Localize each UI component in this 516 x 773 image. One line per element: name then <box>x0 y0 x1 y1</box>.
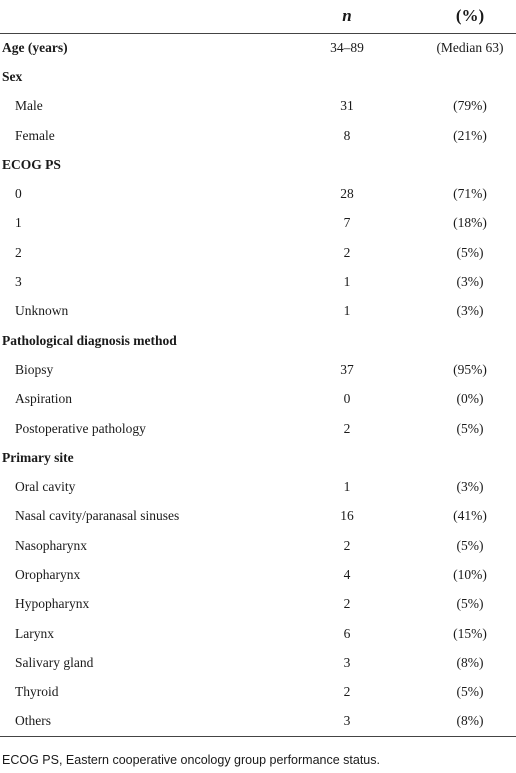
row-count <box>270 326 374 355</box>
row-label: Female <box>15 127 55 143</box>
row-percent: (3%) <box>456 303 484 319</box>
row-label: 3 <box>15 274 22 290</box>
table-row <box>0 531 516 560</box>
row-percent: (15%) <box>453 625 487 641</box>
row-label: Oral cavity <box>15 479 76 495</box>
section-label: ECOG PS <box>2 156 61 172</box>
row-percent: (21%) <box>453 127 487 143</box>
row-count: 2 <box>343 684 351 700</box>
table-row <box>0 707 516 736</box>
row-count: 2 <box>343 537 351 553</box>
table-section-row <box>0 62 516 91</box>
row-label: Male <box>15 98 43 114</box>
row-percent: (79%) <box>453 98 487 114</box>
row-count <box>270 443 374 472</box>
row-percent: (3%) <box>456 479 484 495</box>
row-percent: (0%) <box>456 391 484 407</box>
row-count: 3 <box>343 654 351 670</box>
row-count: 31 <box>340 98 354 114</box>
row-percent: (41%) <box>453 508 487 524</box>
row-label: Nasal cavity/paranasal sinuses <box>15 508 180 524</box>
section-label: Sex <box>2 68 23 84</box>
row-label: 0 <box>15 186 22 202</box>
row-count: 37 <box>340 361 354 377</box>
row-count: 1 <box>343 479 351 495</box>
row-label: Salivary gland <box>15 654 94 670</box>
row-percent: (8%) <box>456 654 484 670</box>
row-percent: (Median 63) <box>436 39 504 55</box>
row-percent: (10%) <box>453 566 487 582</box>
table-footnote: ECOG PS, Eastern cooperative oncology group performance status. <box>2 753 380 767</box>
row-count: 1 <box>343 274 351 290</box>
table-row <box>0 502 516 531</box>
table-row <box>0 648 516 677</box>
row-label: Biopsy <box>15 361 54 377</box>
table-section-row <box>0 150 516 179</box>
row-percent: (5%) <box>456 420 484 436</box>
table-row <box>0 590 516 619</box>
row-count: 4 <box>343 566 351 582</box>
row-percent: (3%) <box>456 274 484 290</box>
row-label: 1 <box>15 215 22 231</box>
table-row <box>0 414 516 443</box>
row-count: 7 <box>343 215 351 231</box>
row-label: Postoperative pathology <box>15 420 146 436</box>
section-label: Primary site <box>2 449 74 465</box>
row-percent: (5%) <box>456 596 484 612</box>
row-count: 34–89 <box>330 39 364 55</box>
table-row <box>0 619 516 648</box>
row-count: 8 <box>343 127 351 143</box>
row-label: 2 <box>15 244 22 260</box>
row-percent <box>374 326 516 355</box>
table-header <box>0 0 516 33</box>
table-row <box>0 385 516 414</box>
header-row <box>0 0 516 33</box>
row-percent: (5%) <box>456 684 484 700</box>
table-row <box>0 238 516 267</box>
row-percent: (5%) <box>456 537 484 553</box>
row-label: Thyroid <box>15 684 59 700</box>
row-percent: (8%) <box>456 713 484 729</box>
row-count: 2 <box>343 596 351 612</box>
row-count: 6 <box>343 625 351 641</box>
section-label: Age (years) <box>2 39 68 55</box>
row-count: 2 <box>343 244 351 260</box>
table-row <box>0 678 516 707</box>
table-row <box>0 472 516 501</box>
row-count: 2 <box>343 420 351 436</box>
table-row <box>0 121 516 150</box>
row-percent <box>374 443 516 472</box>
header-n: n <box>342 6 352 26</box>
table-section-row <box>0 443 516 472</box>
table-body <box>0 33 516 736</box>
row-percent: (18%) <box>453 215 487 231</box>
row-percent: (95%) <box>453 361 487 377</box>
row-label: Others <box>15 713 51 729</box>
row-label: Larynx <box>15 625 54 641</box>
table-row <box>0 297 516 326</box>
row-count: 1 <box>343 303 351 319</box>
row-percent: (71%) <box>453 186 487 202</box>
table-section-row <box>0 326 516 355</box>
row-count: 3 <box>343 713 351 729</box>
row-count <box>270 150 374 179</box>
table-row <box>0 355 516 384</box>
row-label: Nasopharynx <box>15 537 87 553</box>
row-count: 16 <box>340 508 354 524</box>
row-percent: (5%) <box>456 244 484 260</box>
row-percent <box>374 150 516 179</box>
row-percent <box>374 62 516 91</box>
row-count: 28 <box>340 186 354 202</box>
row-label: Oropharynx <box>15 566 81 582</box>
header-percent: (%) <box>455 6 485 26</box>
header-label <box>0 0 270 33</box>
table-section-row <box>0 33 516 62</box>
section-label: Pathological diagnosis method <box>2 332 177 348</box>
table-row <box>0 560 516 589</box>
table-row <box>0 92 516 121</box>
row-count <box>270 62 374 91</box>
row-label: Hypopharynx <box>15 596 90 612</box>
row-label: Unknown <box>15 303 69 319</box>
row-count: 0 <box>343 391 351 407</box>
table-row <box>0 179 516 208</box>
table-row <box>0 209 516 238</box>
table-row <box>0 267 516 296</box>
row-label: Aspiration <box>15 391 72 407</box>
